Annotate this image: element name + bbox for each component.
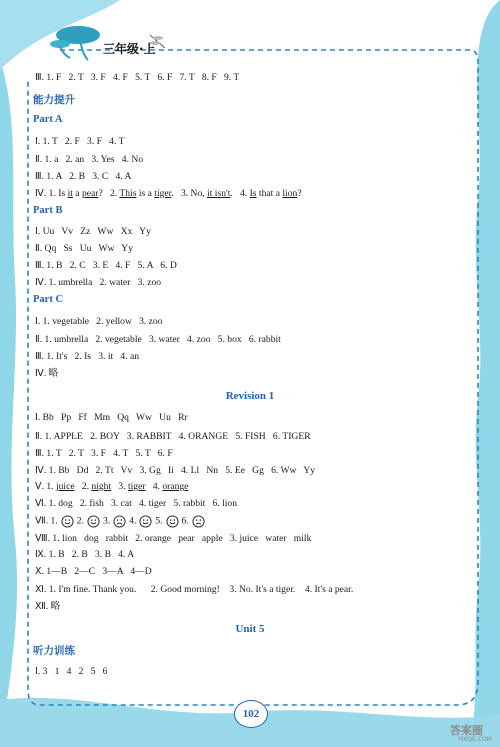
- part-c-heading: Part C: [33, 294, 64, 305]
- answer-line: Ⅹ. 1—B 2—C 3—A 4—D: [35, 566, 152, 577]
- answer-line-underlined: Ⅴ. 1. juice 2. night 3. tiger 4. orange: [35, 481, 189, 492]
- answer-line: Ⅰ. 3 1 4 2 5 6: [35, 666, 108, 677]
- answer-line: Ⅰ. 1. T 2. F 3. F 4. T: [35, 136, 125, 147]
- answer-line: Ⅱ. 1. umbrella 2. vegetable 3. water 4. zoo 5. box 6. rabbit: [35, 334, 281, 345]
- answer-line: Ⅰ. 1. vegetable 2. yellow 3. zoo: [35, 316, 163, 327]
- smiley-face-icon: [166, 515, 179, 528]
- answer-line: Ⅳ. 1. umbrella 2. water 3. zoo: [35, 277, 162, 288]
- answer-line: Ⅳ. 1. Bb Dd 2. Tt Vv 3. Gg Ii 4. Ll Nn 5. Ee Gg 6. Ww Yy: [35, 465, 316, 476]
- answer-line: Ⅷ. 1. lion dog rabbit 2. orange pear apple 3. juice water milk: [35, 533, 312, 544]
- smiley-face-icon: [139, 515, 152, 528]
- answer-line: Ⅱ. 1. a 2. an 3. Yes 4. No: [35, 154, 144, 165]
- sad-face-icon: [192, 515, 205, 528]
- answer-line: Ⅲ. 1. It's 2. Is 3. it 4. an: [35, 351, 140, 362]
- page-header-title: 三年级·上: [103, 42, 156, 56]
- answer-line: Ⅲ. 1. T 2. T 3. F 4. T 5. T 6. F: [35, 448, 173, 459]
- answer-line: Ⅵ. 1. dog 2. fish 3. cat 4. tiger 5. rabbit 6. lion: [35, 498, 238, 509]
- page-number: 102: [234, 700, 268, 728]
- answer-line: Ⅲ. 1. F 2. T 3. F 4. F 5. T 6. F 7. T 8. F 9. T: [35, 72, 240, 83]
- answer-line: Ⅻ. 略: [35, 601, 61, 612]
- revision-heading: Revision 1: [225, 390, 275, 402]
- answer-line-faces: Ⅶ. 1. 2. 3. 4. 5. 6.: [35, 515, 208, 528]
- section-heading-ability: 能力提升: [33, 94, 75, 106]
- answer-line: Ⅰ. Bb Pp Ff Mm Qq Ww Uu Rr: [35, 412, 188, 423]
- answer-line: Ⅱ. Qq Ss Uu Ww Yy: [35, 243, 133, 254]
- section-heading-listening: 听力训练: [33, 645, 75, 657]
- watermark-url: MXQE.COM: [458, 736, 492, 743]
- unit-heading: Unit 5: [235, 623, 265, 635]
- part-b-heading: Part B: [33, 205, 63, 216]
- answer-line: Ⅱ. 1. APPLE 2. BOY 3. RABBIT 4. ORANGE 5. FISH 6. TIGER: [35, 431, 311, 442]
- sad-face-icon: [113, 515, 126, 528]
- answer-line: Ⅲ. 1. A 2. B 3. C 4. A: [35, 171, 132, 182]
- answer-line: Ⅺ. 1. I'm fine. Thank you. 2. Good morning! 3. No. It's a tiger. 4. It's a pear.: [35, 584, 354, 595]
- answer-line-underlined: Ⅳ. 1. Is it a pear? 2. This is a tiger. 3. No, it isn't. 4. Is that a lion?: [35, 188, 302, 199]
- smiley-face-icon: [87, 515, 100, 528]
- smiley-face-icon: [61, 515, 74, 528]
- answer-line: Ⅲ. 1. B 2. C 3. E 4. F 5. A 6. D: [35, 260, 177, 271]
- answer-line: Ⅰ. Uu Vv Zz Ww Xx Yy: [35, 226, 151, 237]
- part-a-heading: Part A: [33, 114, 63, 125]
- watermark-logo: 答案圈: [450, 724, 483, 737]
- answer-line: Ⅸ. 1. B 2. B 3. B 4. A: [35, 549, 135, 560]
- answer-line: Ⅳ. 略: [35, 368, 59, 379]
